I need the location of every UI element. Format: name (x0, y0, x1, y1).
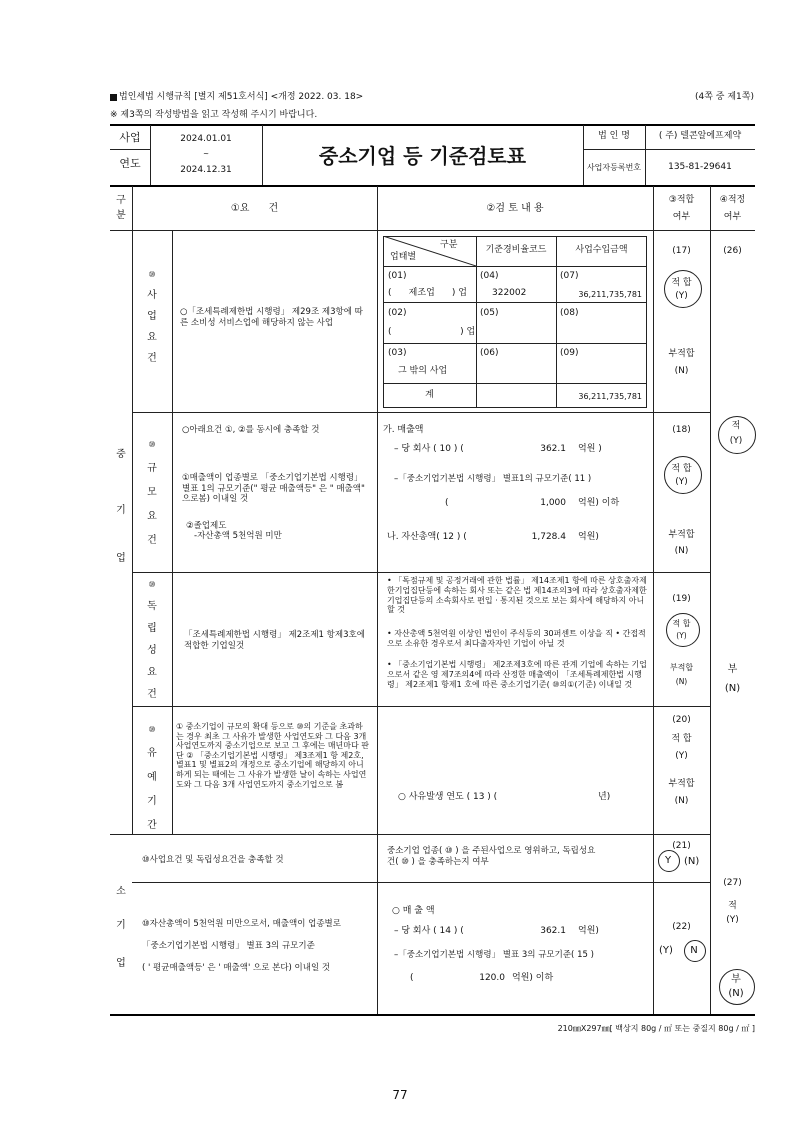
date-tilde: ~ (203, 150, 209, 158)
cell-07: (07) (560, 271, 579, 281)
col-fit3-2: 여부 (672, 212, 691, 222)
total-label: 계 (425, 390, 434, 400)
row106-rev-4-open: ( (410, 973, 414, 983)
cell-04-code: 322002 (492, 288, 527, 298)
row103-fit-ok-2: (Y) (676, 631, 687, 640)
start-date: 2024.01.01 (180, 134, 232, 144)
row102-fit-no: (18) (672, 425, 691, 435)
row102-fit-ng-2: (N) (674, 546, 689, 556)
reg-no-label: 사업자등록번호 (586, 163, 642, 172)
row106-rev-2: – 당 회사 ( 14 ) ( (394, 926, 464, 936)
row102-rev-2-unit: 억원 ) (578, 444, 602, 454)
row103-fit-no: (19) (672, 594, 691, 604)
total-amount: 36,211,735,781 (578, 392, 642, 401)
year-label-1: 사업 (119, 131, 141, 144)
row103-requirement: 「조세특례제한법 시행령」 제2조제1 항제3호에 적합한 기업일것 (184, 630, 365, 651)
row106-rev-2-val: 362.1 (540, 926, 566, 936)
row106-col4-ng-1: 부 (731, 974, 741, 985)
row104-fit-no: (20) (672, 715, 691, 725)
row102-rev-4-open: ( (445, 498, 449, 508)
cell-02: (02) (388, 308, 407, 318)
row103-fit-ng-1: 부적합 (669, 663, 694, 672)
row106-fit-n: N (690, 945, 698, 956)
row103-col4-ng-1: 부 (727, 664, 738, 675)
corp-name-label: 법 인 명 (598, 131, 630, 141)
table-head-amount: 사업수입금액 (575, 245, 628, 255)
row106-rev-4-unit: 억원) 이하 (512, 973, 554, 983)
row101-fit-ng-2: (N) (674, 366, 689, 376)
row103-fit-ok-1: 적 합 (672, 619, 691, 628)
row102-label: ⑩ 규 모 요 건 (147, 440, 157, 546)
row102-rev-3: –「중소기업기본법 시행령」 별표1의 규모기준( 11 ) (394, 474, 592, 484)
row103-rev-1: • 「독점규제 및 공정거래에 관한 법률」 제14조제1 항에 따른 상호출자제한기업집단등에 속하는 회사 또는 같은 법 제14조의3에 따라 상호출자제한기업집단등의 소속회사로 편입 · 통지된 것으로 보는 회사에 해당하지 아니할 것 (387, 576, 647, 615)
row101-col4-no: (26) (723, 246, 742, 256)
col-fit4-1: ④적정 (719, 195, 746, 205)
row104-fit-ok-1: 적 합 (671, 734, 692, 744)
row102-req-1: ○아래요건 ①, ②를 동시에 충족할 것 (182, 425, 320, 435)
col-gubun-1: 구 (116, 195, 126, 206)
row104-rev: ○ 사유발생 연도 ( 13 ) ( (398, 792, 498, 802)
instruction-note: ※ 제3쪽의 작성방법을 읽고 작성해 주시기 바랍니다. (110, 110, 318, 120)
row102-col4-ok-2: (Y) (729, 436, 743, 446)
row103-fit-ng-2: (N) (675, 677, 688, 686)
row105-requirement: ⑩사업요건 및 독립성요건을 충족할 것 (142, 855, 284, 865)
row106-col4-ok-1: 적 (728, 901, 737, 911)
col-gubun-2: 분 (116, 210, 126, 221)
row101-fit-ok-1: 적 합 (671, 278, 692, 288)
row105-review: 중소기업 업종( ⑩ ) 을 주된사업으로 영위하고, 독립성요건( ⑩ ) 을 충족하는지 여부 (387, 846, 596, 867)
row101-fit-ok-2: (Y) (675, 291, 688, 301)
cell-08: (08) (560, 308, 579, 318)
row102-rev-2: – 당 회사 ( 10 ) ( (394, 444, 464, 454)
row102-col4-ok-1: 적 (731, 421, 741, 431)
row102-rev-2-val: 362.1 (540, 444, 566, 454)
row104-fit-ok-2: (Y) (675, 751, 688, 761)
row102-rev-4-val: 1,000 (540, 498, 566, 508)
col-review: ②검 토 내 용 (486, 203, 544, 214)
row104-fit-ng-2: (N) (674, 796, 689, 806)
row103-col4-ng-2: (N) (724, 683, 741, 694)
table-head-code: 기준경비율코드 (485, 245, 547, 255)
row106-rev-4-val: 120.0 (479, 973, 505, 983)
row101-fit-ng-1: 부적합 (668, 349, 695, 359)
cell-05: (05) (480, 308, 499, 318)
cell-02-biz: ( ) 업 (388, 327, 476, 337)
row102-fit-ng-1: 부적합 (668, 530, 695, 540)
row106-col4-no: (27) (723, 878, 742, 888)
row103-rev-2: • 자산총액 5천억원 이상인 법인이 주식등의 30퍼센트 이상을 직 • 간접적으로 소유한 경우로서 최다출자자인 기업이 아닐 것 (387, 629, 646, 648)
row104-label: ⑩ 유 예 기 간 (147, 725, 157, 831)
cell-03: (03) (388, 348, 407, 358)
row106-rev-1: ○ 매 출 액 (392, 906, 435, 916)
row106-fit-y: (Y) (659, 945, 673, 956)
title-top-border (110, 124, 755, 126)
group-label-sme: 중 기 업 (116, 449, 126, 564)
row104-requirement: ① 중소기업이 규모의 확대 등으로 ⑩의 기준을 초과하는 경우 최초 그 사유가 발생한 사업연도와 그 다음 3개 사업연도까지 중소기업으로 보고 그 후에는 매년마다 판단 ② 「중소기업기본법 시행령」 제3조제1 항 제2호, 별표1 및 별표2의 개정으로 중소기업에 해당하지 아니하게 되는 때에는 그 사유가 발생한 날이 속하는 사업연도와 그 다음 3개 사업연도까지 중소기업으로 봄 (176, 722, 369, 789)
row106-col4-ok-2: (Y) (726, 915, 739, 925)
row106-req-3: ( ' 평균매출액등' 은 ' 매출액' 으로 본다) 이내일 것 (142, 963, 331, 973)
table-head-gubun: 구분 (440, 240, 458, 250)
row102-rev-5-unit: 억원) (578, 532, 599, 542)
corp-name: ( 주) 텔콘알에프제약 (658, 131, 742, 141)
cell-09: (09) (560, 348, 579, 358)
row106-fit-no: (22) (672, 922, 691, 932)
row102-req-4: -자산총액 5천억원 미만 (194, 531, 282, 541)
col-fit3-1: ③적합 (668, 195, 695, 205)
row101-fit-circle (664, 270, 702, 308)
cell-04: (04) (480, 271, 499, 281)
row103-rev-3: • 「중소기업기본법 시행령」 제2조제3호에 따른 관계 기업에 속하는 기업으로서 같은 영 제7조의4에 따라 산정한 매출액이 「조세특례제한법 시행령」 제2조제1 항제1 호에 따른 중소기업기준( ⑩의①(기준) 이내일 것 (387, 660, 647, 689)
end-date: 2024.12.31 (180, 165, 232, 175)
title-bottom-border (110, 185, 755, 187)
row106-rev-2-unit: 억원) (578, 926, 599, 936)
row106-req-1: ⑩자산총액이 5천억원 미만으로서, 매출액이 업종별로 (142, 919, 341, 929)
cell-03-biz: 그 밖의 사업 (398, 366, 448, 376)
cell-01-biz: ( 제조업 ) 업 (388, 288, 467, 298)
row102-req-2: ①매출액이 업종별로 「중소기업기본법 시행령」 별표 1의 규모기준(" 평균 매출액등" 은 " 매출액" 으로봄) 이내일 것 (182, 473, 365, 504)
cell-07-amount: 36,211,735,781 (578, 290, 642, 299)
row101-fit-no: (17) (672, 246, 691, 256)
row106-col4-ng-2: (N) (728, 988, 744, 999)
row106-req-2: 「중소기업기본법 시행령」 별표 3의 규모기준 (142, 941, 315, 951)
row104-rev-end: 년) (598, 792, 611, 802)
row105-fit-no: (21) (672, 841, 691, 851)
row106-rev-3: –「중소기업기본법 시행령」 별표 3의 규모기준( 15 ) (394, 950, 594, 960)
row103-label: ⑩ 독 립 성 요 건 (147, 580, 157, 700)
form-square-icon (110, 94, 117, 101)
col-fit4-2: 여부 (723, 212, 742, 222)
page-info: (4쪽 중 제1쪽) (695, 92, 754, 102)
form-reference: 법인세법 시행규칙 [별지 제51호서식] <개정 2022. 03. 18> (119, 92, 364, 102)
col-requirement: ①요 건 (230, 203, 279, 214)
row102-rev-5-val: 1,728.4 (531, 532, 566, 542)
reg-no: 135-81-29641 (668, 162, 732, 172)
paper-spec: 210㎜X297㎜[ 백상지 80g / ㎡ 또는 중질지 80g / ㎡ ] (557, 1024, 755, 1033)
page-title: 중소기업 등 기준검토표 (318, 144, 527, 168)
row104-fit-ng-1: 부적합 (668, 779, 695, 789)
row102-fit-circle (664, 456, 702, 494)
row102-rev-1: 가. 매출액 (383, 425, 424, 435)
year-label-2: 연도 (119, 157, 141, 170)
cell-06: (06) (480, 348, 499, 358)
cell-01: (01) (388, 271, 407, 281)
row101-label: ⑩ 사 업 요 건 (147, 270, 157, 364)
page-number: 77 (392, 1088, 408, 1102)
row105-fit-n: (N) (684, 856, 700, 867)
table-head-biz: 업태별 (390, 252, 417, 262)
row101-requirement: ○「조세특례제한법 시행령」 제29조 제3항에 따른 소비성 서비스업에 해당하지 않는 사업 (180, 307, 363, 328)
group-label-small: 소 기 업 (116, 886, 126, 969)
row102-fit-ok-2: (Y) (675, 477, 688, 487)
row102-fit-ok-1: 적 합 (671, 464, 692, 474)
row102-rev-5: 나. 자산총액( 12 ) ( (387, 532, 467, 542)
row105-fit-y: Y (664, 855, 672, 866)
row102-rev-4-unit: 억원) 이하 (578, 498, 620, 508)
row102-req-3: ②졸업제도 (186, 521, 227, 531)
